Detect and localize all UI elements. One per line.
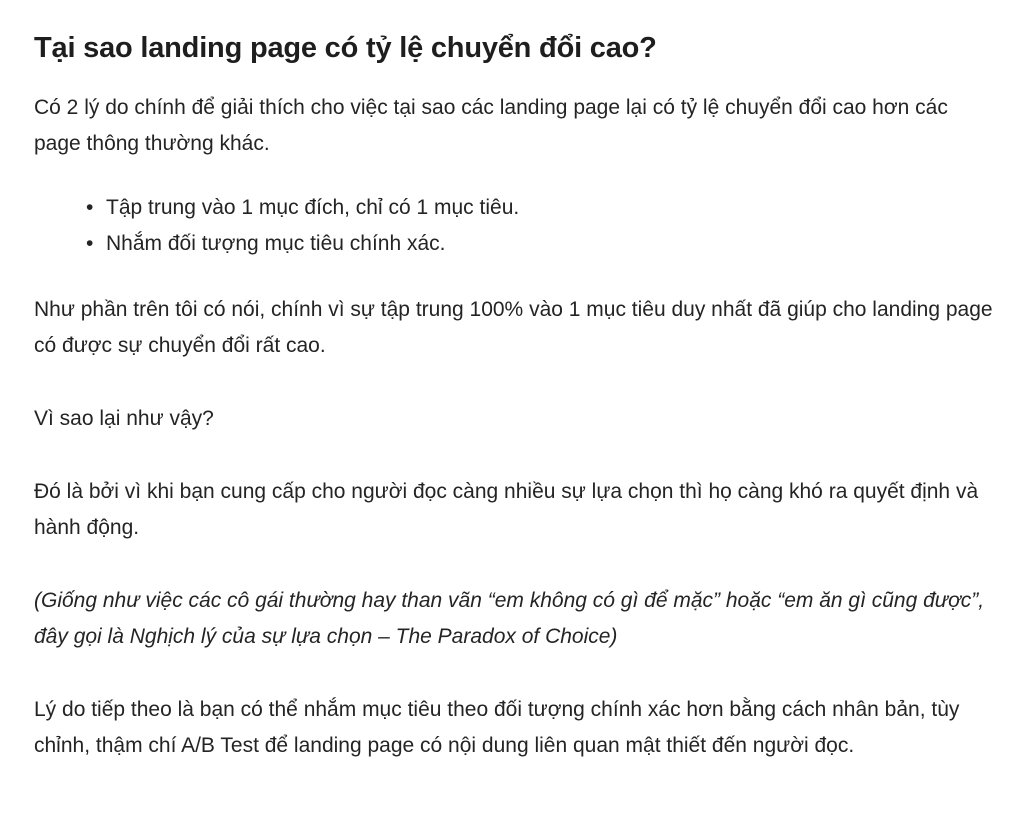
reasons-list [34, 190, 994, 262]
list-item [86, 190, 994, 226]
bullet-icon: • [86, 196, 94, 219]
list-item [86, 226, 994, 262]
intro-paragraph: Có 2 lý do chính để giải thích cho việc tại sao các landing page lại có tỷ lệ chuyển đổi cao hơn các page thông thường khác. [34, 96, 948, 155]
example-paragraph: (Giống như việc các cô gái thường hay than vãn “em không có gì để mặc” hoặc “em ăn gì cũng được”, đây gọi là Nghịch lý của sự lựa chọn – The Paradox of Choice) [34, 589, 985, 648]
answer-paragraph: Đó là bởi vì khi bạn cung cấp cho người đọc càng nhiều sự lựa chọn thì họ càng khó ra quyết định và hành động. [34, 480, 979, 539]
list-item-text: Tập trung vào 1 mục đích, chỉ có 1 mục tiêu. [106, 196, 520, 219]
bullet-icon: • [86, 232, 94, 255]
article-title: Tại sao landing page có tỷ lệ chuyển đổi cao? [34, 32, 657, 64]
question-paragraph: Vì sao lại như vậy? [34, 407, 214, 430]
focus-paragraph: Như phần trên tôi có nói, chính vì sự tập trung 100% vào 1 mục tiêu duy nhất đã giúp cho landing page có được sự chuyển đổi rất cao. [34, 298, 993, 357]
next-reason-paragraph: Lý do tiếp theo là bạn có thể nhắm mục tiêu theo đối tượng chính xác hơn bằng cách nhân bản, tùy chỉnh, thậm chí A/B Test để landing page có nội dung liên quan mật thiết đến người đọc. [34, 698, 960, 757]
list-item-text: Nhắm đối tượng mục tiêu chính xác. [106, 232, 446, 255]
